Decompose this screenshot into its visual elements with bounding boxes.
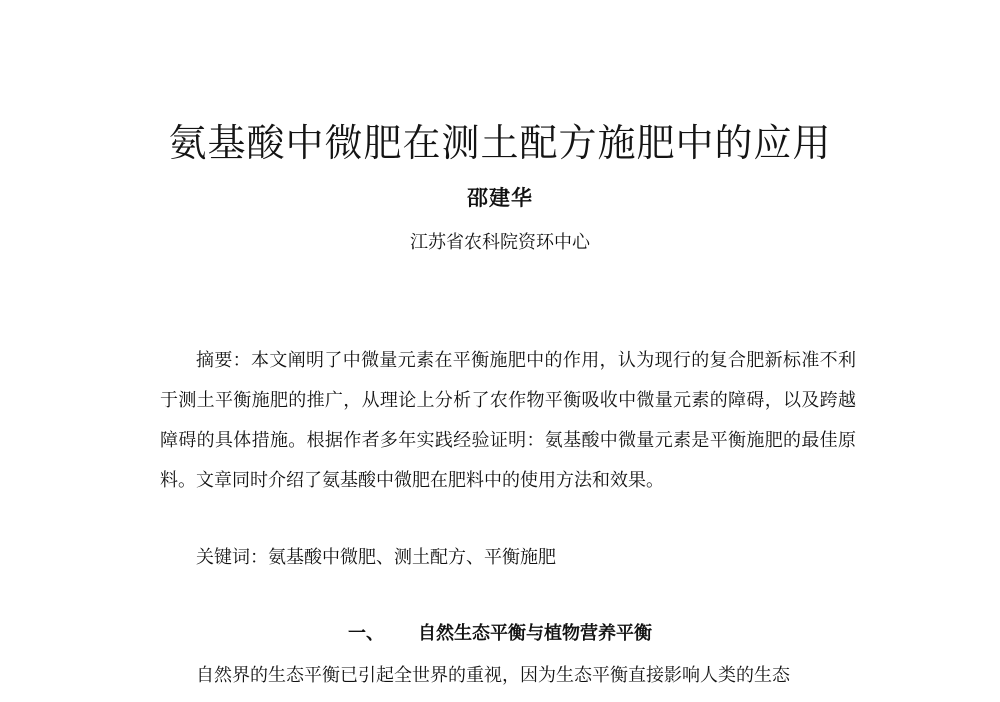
author-name: 邵建华 [467, 185, 533, 210]
section-number: 一、 [348, 623, 384, 644]
paper-title: 氨基酸中微肥在测土配方施肥中的应用 [168, 121, 832, 165]
keywords-line [160, 538, 856, 578]
author-affiliation: 江苏省农科院资环中心 [410, 232, 590, 253]
keywords-label: 关键词： [196, 547, 268, 568]
abstract-paragraph [160, 341, 856, 501]
abstract-label: 摘要： [196, 350, 252, 371]
body-paragraph: 自然界的生态平衡已引起全世界的重视，因为生态平衡直接影响人类的生态 [196, 665, 790, 686]
section-heading [0, 619, 1000, 649]
section-title: 自然生态平衡与植物营养平衡 [418, 623, 652, 644]
abstract-text: 本文阐明了中微量元素在平衡施肥中的作用，认为现行的复合肥新标准不利于测土平衡施肥的推广，从理论上分析了农作物平衡吸收中微量元素的障碍，以及跨越障碍的具体措施。根据作者多年实践经验证明：氨基酸中微量元素是平衡施肥的最佳原料。文章同时介绍了氨基酸中微肥在肥料中的使用方法和效果。 [160, 350, 856, 491]
keywords-text: 氨基酸中微肥、测土配方、平衡施肥 [268, 547, 556, 568]
